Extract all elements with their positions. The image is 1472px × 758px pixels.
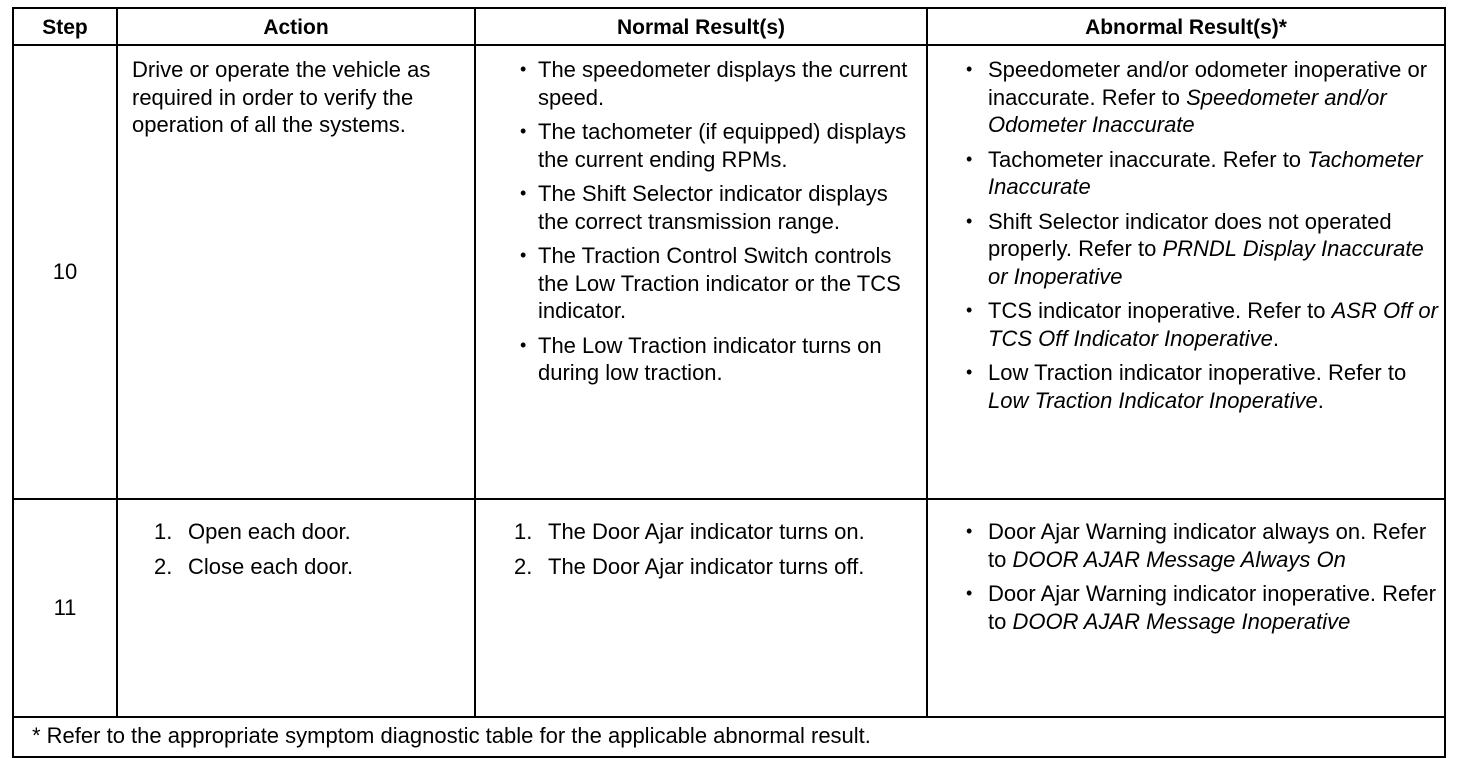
list-item: • Door Ajar Warning indicator inoperative. Refer to DOOR AJAR Message Inoperative — [966, 581, 1436, 634]
bullet-icon: • — [520, 245, 527, 265]
reference-link[interactable]: DOOR AJAR Message Always On — [1012, 546, 1346, 572]
list-item: 2. Close each door. — [154, 553, 354, 579]
header-action: Action — [117, 8, 475, 45]
bullet-icon: • — [966, 148, 973, 169]
step-number: 11 — [13, 499, 117, 717]
table-row-step-11 — [13, 499, 1445, 717]
header-normal-results: Normal Result(s) — [475, 8, 927, 45]
list-item: • TCS indicator inoperative. Refer to ASR Off or TCS Off Indicator Inoperative. — [966, 298, 1438, 351]
list-item: 2. The Door Ajar indicator turns off. — [514, 553, 865, 579]
bullet-icon: • — [520, 334, 527, 355]
abnormal-results-cell — [927, 499, 1445, 717]
abnormal-results-cell — [927, 45, 1445, 499]
reference-link[interactable]: DOOR AJAR Message Inoperative — [1012, 608, 1351, 634]
list-item: • The Traction Control Switch controls the Low Traction indicator or the TCS indicator. — [520, 243, 901, 323]
reference-link[interactable]: Low Traction Indicator Inoperative — [988, 387, 1318, 413]
step-number: 10 — [13, 45, 117, 499]
bullet-icon: • — [966, 583, 973, 603]
bullet-icon: • — [966, 521, 973, 541]
list-item: 1. The Door Ajar indicator turns on. — [514, 519, 865, 544]
bullet-icon: • — [520, 121, 527, 141]
action-steps-list — [132, 518, 464, 580]
list-item: • Speedometer and/or odometer inoperative or inaccurate. Refer to Speedometer and/or Odometer Inaccurate — [966, 57, 1428, 137]
list-item: • The Low Traction indicator turns on during low traction. — [520, 332, 882, 385]
table-row-step-10 — [13, 45, 1445, 499]
diagnostic-table — [12, 7, 1446, 758]
list-item: • The tachometer (if equipped) displays the current ending RPMs. — [520, 119, 907, 172]
list-item: • The Shift Selector indicator displays the correct transmission range. — [520, 181, 888, 234]
list-item: 1. Open each door. — [154, 519, 351, 544]
header-row — [13, 8, 1445, 45]
reference-link[interactable]: PRNDL Display Inaccurate or Inoperative — [988, 236, 1424, 289]
action-cell: Drive or operate the vehicle as required in order to verify the operation of all the systems. — [117, 45, 475, 499]
reference-link[interactable]: Speedometer and/or Odometer Inaccurate — [988, 84, 1387, 137]
bullet-icon: • — [520, 183, 527, 203]
bullet-icon: • — [966, 59, 973, 79]
footnote: * Refer to the appropriate symptom diagnostic table for the applicable abnormal result. — [13, 717, 1445, 757]
list-item: • Shift Selector indicator does not operated properly. Refer to PRNDL Display Inaccurate or Inoperative — [966, 208, 1424, 289]
header-step: Step — [13, 8, 117, 45]
header-abnormal-results: Abnormal Result(s)* — [927, 8, 1445, 45]
normal-results-list — [476, 56, 920, 387]
normal-results-cell — [475, 499, 927, 717]
footnote-row — [13, 717, 1445, 757]
list-item: • Tachometer inaccurate. Refer to Tachometer Inaccurate — [966, 146, 1423, 199]
normal-results-cell — [475, 45, 927, 499]
abnormal-results-list — [928, 56, 1438, 414]
list-item: • Low Traction indicator inoperative. Refer to Low Traction Indicator Inoperative. — [966, 360, 1407, 413]
abnormal-results-list — [928, 518, 1438, 635]
list-item: • Door Ajar Warning indicator always on. Refer to DOOR AJAR Message Always On — [966, 519, 1427, 572]
action-cell — [117, 499, 475, 717]
bullet-icon: • — [966, 210, 973, 231]
normal-results-list — [476, 518, 920, 580]
reference-link[interactable]: Tachometer Inaccurate — [988, 146, 1423, 199]
bullet-icon: • — [966, 362, 973, 382]
reference-link[interactable]: ASR Off or TCS Off Indicator Inoperative — [988, 298, 1438, 351]
bullet-icon: • — [966, 300, 973, 320]
list-item: • The speedometer displays the current speed. — [520, 57, 908, 110]
bullet-icon: • — [520, 59, 527, 79]
